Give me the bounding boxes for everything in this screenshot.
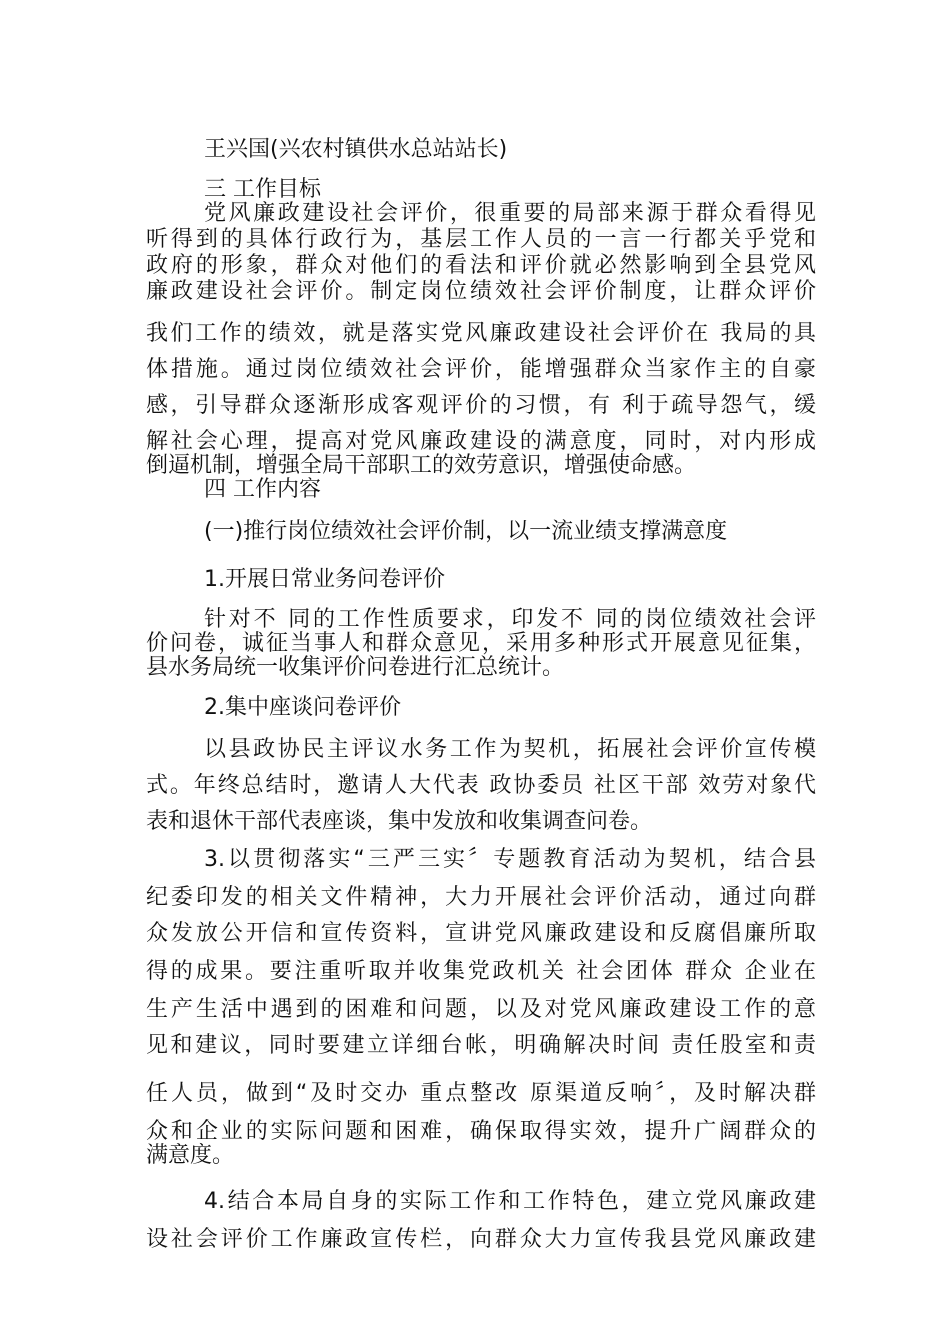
text-line: 纪委印发的相关文件精神，大力开展社会评价活动，通过向群: [146, 885, 816, 910]
text-line: 感，引导群众逐渐形成客观评价的习惯，有 利于疏导怨气，缓: [146, 393, 816, 418]
text-line: 针对不 同的工作性质要求，印发不 同的岗位绩效社会评: [204, 607, 816, 632]
text-line: 解社会心理，提高对党风廉政建设的满意度，同时，对内形成: [146, 429, 816, 454]
text-line: 以县政协民主评议水务工作为契机，拓展社会评价宣传模: [204, 737, 816, 762]
text-line: 四 工作内容: [204, 477, 321, 502]
text-line: 式。年终总结时，邀请人大代表 政协委员 社区干部 效劳对象代: [146, 773, 816, 798]
text-line: 1.开展日常业务问卷评价: [204, 567, 445, 592]
text-line: 倒逼机制，增强全局干部职工的效劳意识，增强使命感。: [146, 453, 697, 478]
text-line: 生产生活中遇到的困难和问题，以及对党风廉政建设工作的意: [146, 997, 816, 1022]
text-line: 得的成果。要注重听取并收集党政机关 社会团体 群众 企业在: [146, 959, 816, 984]
text-line: 廉政建设社会评价。制定岗位绩效社会评价制度，让群众评价: [146, 279, 816, 304]
text-line: 政府的形象，群众对他们的看法和评价就必然影响到全县党风: [146, 253, 816, 278]
text-line: 王兴国(兴农村镇供水总站站长): [204, 137, 508, 162]
text-line: 我们工作的绩效，就是落实党风廉政建设社会评价在 我局的具: [146, 321, 816, 346]
text-line: 3.以贯彻落实“三严三实〞专题教育活动为契机，结合县: [204, 847, 816, 872]
text-line: 体措施。通过岗位绩效社会评价，能增强群众当家作主的自豪: [146, 357, 816, 382]
text-line: 众发放公开信和宣传资料，宣讲党风廉政建设和反腐倡廉所取: [146, 921, 816, 946]
text-line: 表和退休干部代表座谈，集中发放和收集调查问卷。: [146, 809, 653, 834]
text-line: 4.结合本局自身的实际工作和工作特色，建立党风廉政建: [204, 1189, 816, 1214]
text-line: 县水务局统一收集评价问卷进行汇总统计。: [146, 655, 565, 680]
text-line: 众和企业的实际问题和困难，确保取得实效，提升广阔群众的: [146, 1119, 816, 1144]
text-line: 见和建议，同时要建立详细台帐，明确解决时间 责任股室和责: [146, 1033, 816, 1058]
text-line: 听得到的具体行政行为，基层工作人员的一言一行都关乎党和: [146, 227, 816, 252]
text-line: 党风廉政建设社会评价，很重要的局部来源于群众看得见: [204, 201, 816, 226]
text-line: 价问卷，诚征当事人和群众意见，采用多种形式开展意见征集，: [146, 631, 816, 656]
text-line: (一)推行岗位绩效社会评价制，以一流业绩支撑满意度: [204, 519, 728, 544]
text-line: 任人员，做到“及时交办 重点整改 原渠道反响〞，及时解决群: [146, 1081, 816, 1106]
text-line: 满意度。: [146, 1143, 235, 1168]
text-line: 三 工作目标: [204, 177, 321, 202]
text-line: 2.集中座谈问卷评价: [204, 695, 401, 720]
text-line: 设社会评价工作廉政宣传栏，向群众大力宣传我县党风廉政建: [146, 1227, 816, 1252]
